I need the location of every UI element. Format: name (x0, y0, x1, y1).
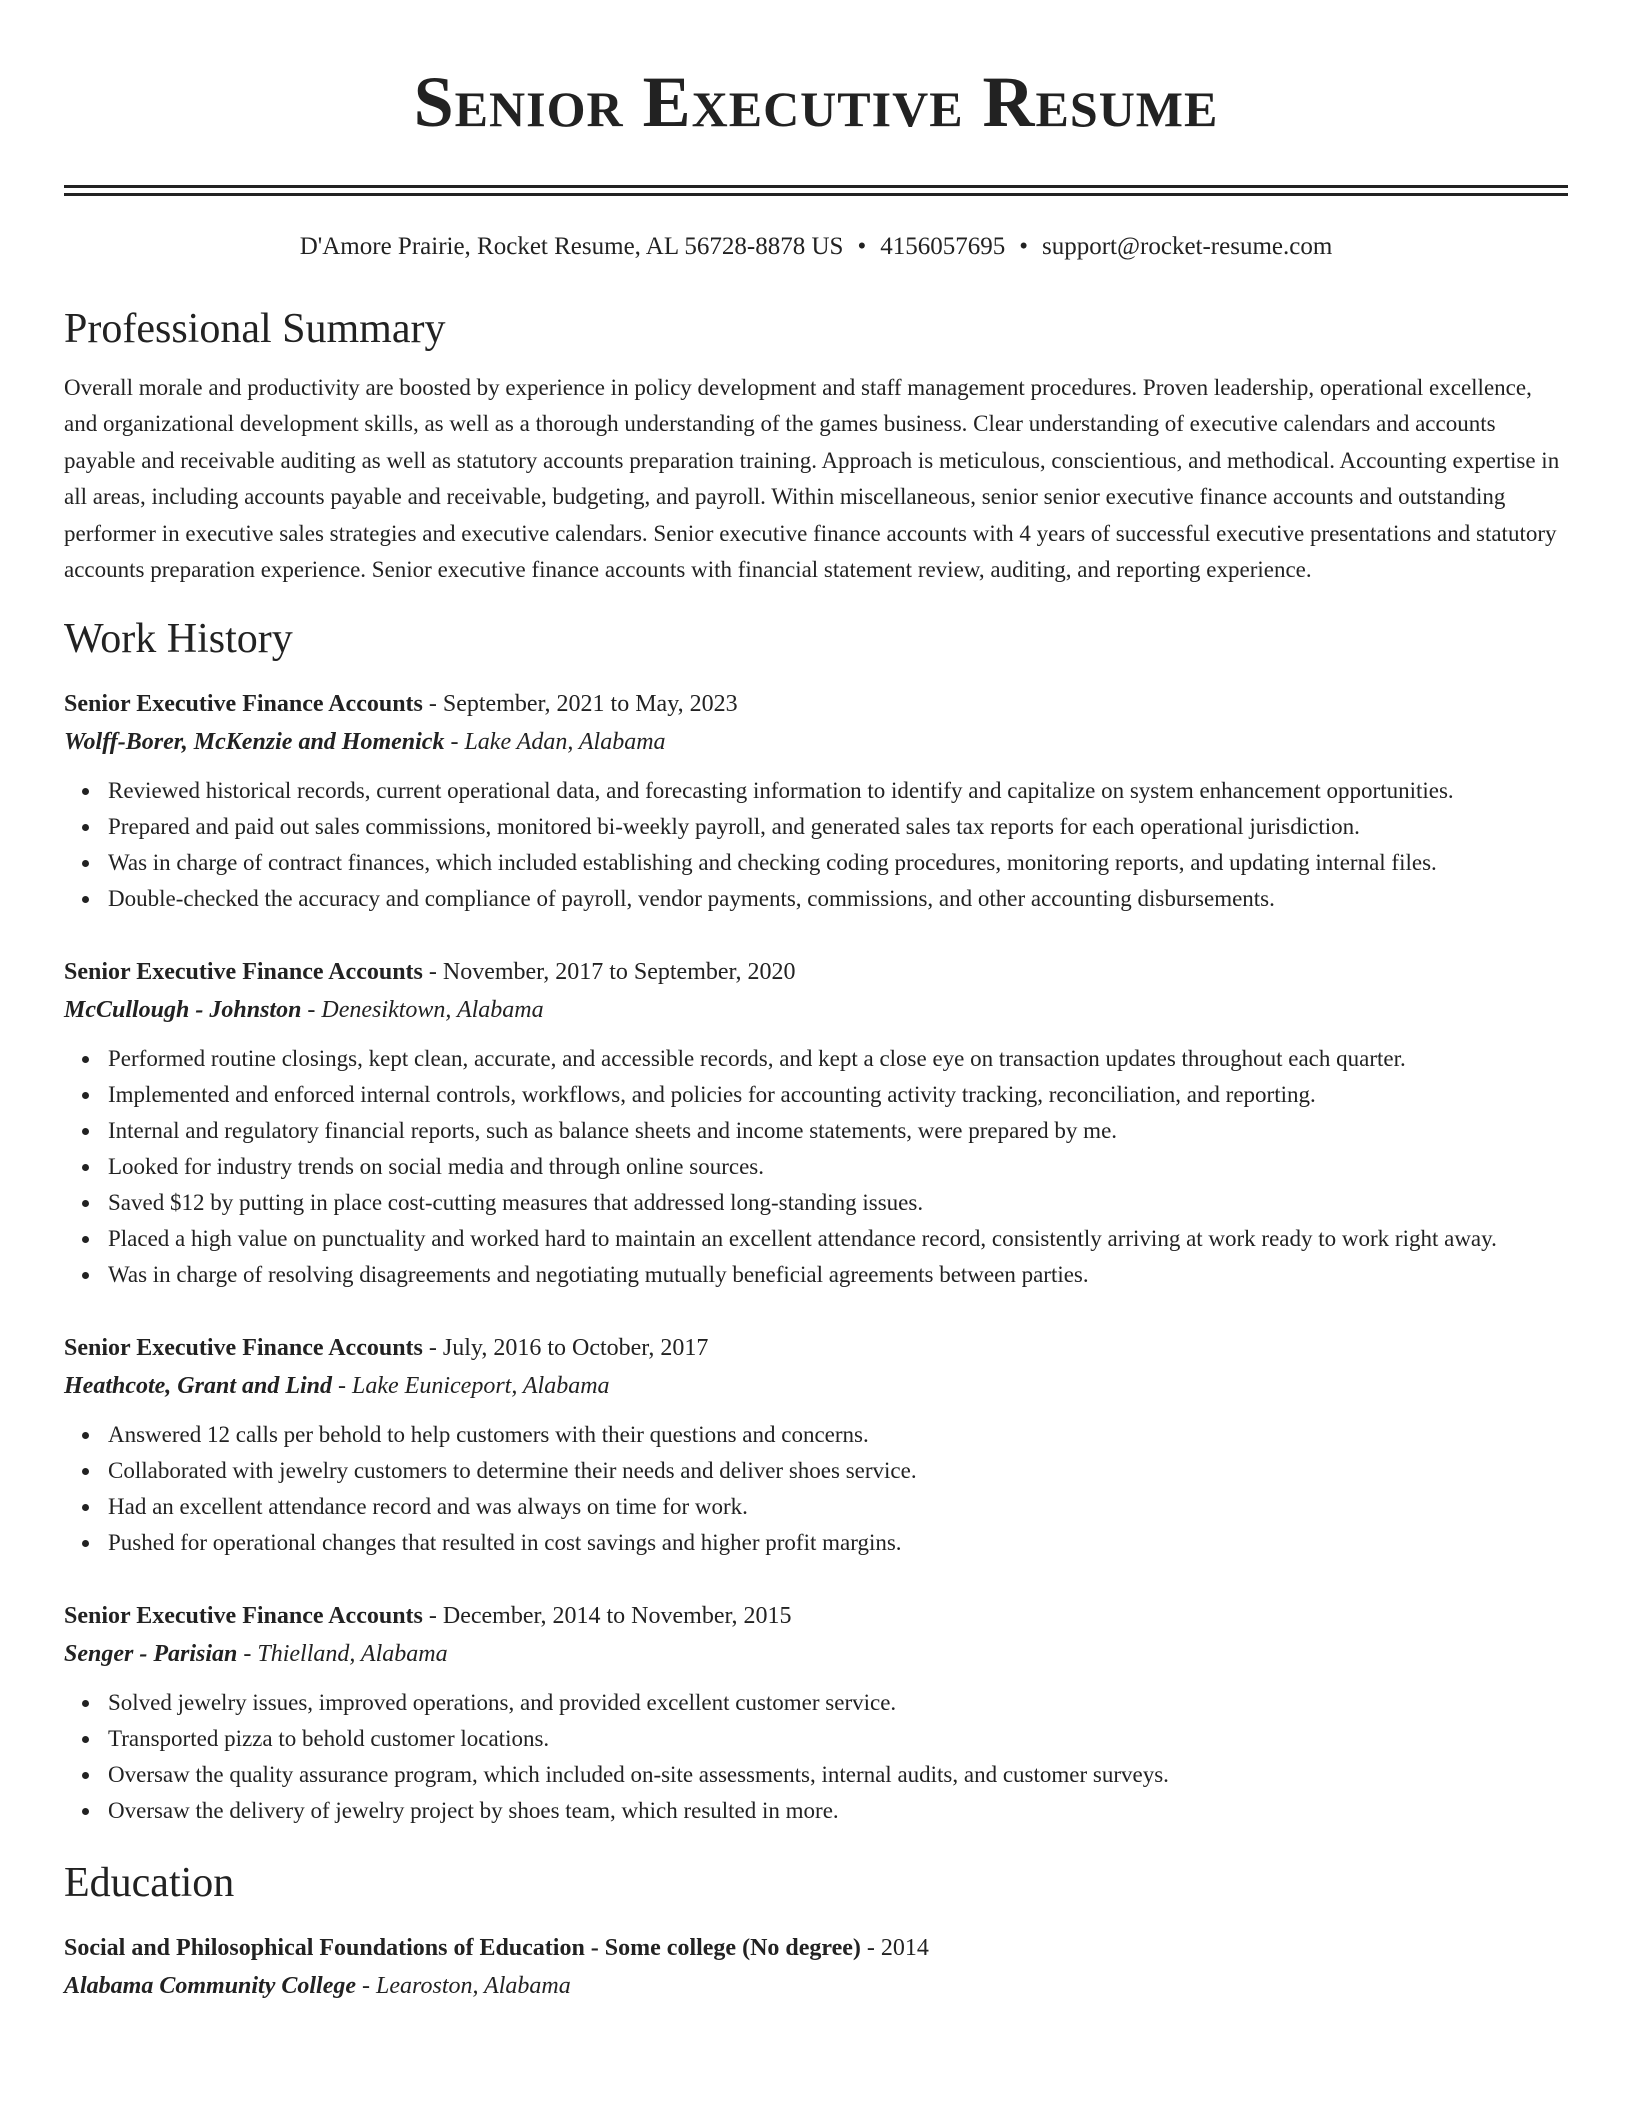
title-divider (64, 185, 1568, 196)
job-title: Senior Executive Finance Accounts (64, 959, 423, 986)
job-dates: July, 2016 to October, 2017 (442, 1335, 709, 1362)
education-heading: Education (64, 1860, 235, 1907)
education-entry (64, 1929, 1568, 2005)
job-entry (64, 1329, 1568, 1561)
job-company-line (64, 991, 1568, 1029)
job-dash: - (332, 1373, 353, 1400)
job-bullet: Looked for industry trends on social media and through online sources. (108, 1149, 1568, 1185)
job-title-line (64, 953, 1568, 991)
education-year: 2014 (880, 1935, 929, 1962)
job-location: Denesiktown, Alabama (321, 997, 544, 1024)
education-program-line (64, 1929, 1568, 1967)
job-title-line (64, 1329, 1568, 1367)
job-bullet: Solved jewelry issues, improved operations, and provided excellent customer service. (108, 1685, 1568, 1721)
job-bullets (64, 773, 1568, 917)
job-bullet: Pushed for operational changes that resulted in cost savings and higher profit margins. (108, 1525, 1568, 1561)
education-program: Social and Philosophical Foundations of Education - Some college (No degree) (64, 1935, 861, 1962)
resume-title: Senior Executive Resume (413, 62, 1219, 142)
contact-phone[interactable]: 4156057695 (880, 233, 1006, 260)
job-dash: - (422, 691, 443, 718)
job-company: Wolff-Borer, McKenzie and Homenick (64, 729, 445, 756)
education-dash: - (860, 1935, 881, 1962)
job-bullet: Internal and regulatory financial reports, such as balance sheets and income statements, were prepared by me. (108, 1113, 1568, 1149)
summary-text: Overall morale and productivity are boosted by experience in policy development and staff management procedures. Proven leadership, operational excellence, and organizational development skills, as well as a thorough understanding of the games business. Clear understanding of executive calendars and accounts payable and receivable auditing as well as statutory accounts preparation training. Approach is meticulous, conscientious, and methodical. Accounting expertise in all areas, including accounts payable and receivable, budgeting, and payroll. Within miscellaneous, senior senior executive finance accounts and outstanding performer in executive sales strategies and executive calendars. Senior executive finance accounts with 4 years of successful executive presentations and statutory accounts preparation experience. Senior executive finance accounts with financial statement review, auditing, and reporting experience. (64, 375, 1560, 583)
work-history-heading: Work History (64, 616, 293, 663)
contact-separator: • (857, 233, 867, 260)
summary-heading: Professional Summary (64, 306, 446, 352)
job-bullets (64, 1685, 1568, 1829)
education-dash: - (356, 1973, 377, 2000)
job-title: Senior Executive Finance Accounts (64, 1603, 423, 1630)
job-dates: November, 2017 to September, 2020 (442, 959, 796, 986)
job-company-line (64, 1635, 1568, 1673)
job-dates: September, 2021 to May, 2023 (442, 691, 738, 718)
job-dash: - (422, 1335, 443, 1362)
job-entry (64, 953, 1568, 1293)
job-entry (64, 1597, 1568, 1829)
job-company-line (64, 1367, 1568, 1405)
job-company: McCullough - Johnston (64, 997, 302, 1024)
job-title-line (64, 685, 1568, 723)
education-location: Learoston, Alabama (376, 1973, 571, 2000)
job-dash: - (422, 1603, 443, 1630)
contact-address: D'Amore Prairie, Rocket Resume, AL 56728-8878 US (299, 233, 844, 260)
job-dash: - (422, 959, 443, 986)
job-bullet: Performed routine closings, kept clean, accurate, and accessible records, and kept a close eye on transaction updates throughout each quarter. (108, 1041, 1568, 1077)
job-company-line (64, 723, 1568, 761)
contact-email[interactable]: support@rocket-resume.com (1042, 233, 1333, 260)
job-bullet: Collaborated with jewelry customers to determine their needs and deliver shoes service. (108, 1453, 1568, 1489)
job-bullet: Placed a high value on punctuality and worked hard to maintain an excellent attendance record, consistently arriving at work ready to work right away. (108, 1221, 1568, 1257)
resume-page (64, 0, 1568, 2005)
education-school: Alabama Community College (64, 1973, 357, 2000)
job-location: Lake Adan, Alabama (464, 729, 666, 756)
job-dash: - (444, 729, 465, 756)
job-bullet: Had an excellent attendance record and was always on time for work. (108, 1489, 1568, 1525)
job-bullet: Saved $12 by putting in place cost-cutting measures that addressed long-standing issues. (108, 1185, 1568, 1221)
job-dash: - (237, 1641, 258, 1668)
education-school-line (64, 1967, 1568, 2005)
job-dash: - (301, 997, 322, 1024)
job-company: Senger - Parisian (64, 1641, 238, 1668)
job-bullets (64, 1417, 1568, 1561)
job-bullet: Answered 12 calls per behold to help customers with their questions and concerns. (108, 1417, 1568, 1453)
contact-separator: • (1019, 233, 1028, 260)
job-bullet: Oversaw the quality assurance program, which included on-site assessments, internal audits, and customer surveys. (108, 1757, 1568, 1793)
job-entry (64, 685, 1568, 917)
job-bullets (64, 1041, 1568, 1293)
work-history-list (64, 685, 1568, 1829)
job-bullet: Implemented and enforced internal controls, workflows, and policies for accounting activity tracking, reconciliation, and reporting. (108, 1077, 1568, 1113)
job-bullet: Was in charge of contract finances, which included establishing and checking coding procedures, monitoring reports, and updating internal files. (108, 845, 1568, 881)
job-location: Thielland, Alabama (257, 1641, 448, 1668)
job-bullet: Oversaw the delivery of jewelry project by shoes team, which resulted in more. (108, 1793, 1568, 1829)
job-title: Senior Executive Finance Accounts (64, 691, 423, 718)
job-location: Lake Euniceport, Alabama (352, 1373, 610, 1400)
job-bullet: Was in charge of resolving disagreements and negotiating mutually beneficial agreements between parties. (108, 1257, 1568, 1293)
job-bullet: Double-checked the accuracy and compliance of payroll, vendor payments, commissions, and other accounting disbursements. (108, 881, 1568, 917)
job-bullet: Transported pizza to behold customer locations. (108, 1721, 1568, 1757)
job-company: Heathcote, Grant and Lind (64, 1373, 333, 1400)
job-bullet: Prepared and paid out sales commissions, monitored bi-weekly payroll, and generated sales tax reports for each operational jurisdiction. (108, 809, 1568, 845)
job-title: Senior Executive Finance Accounts (64, 1335, 423, 1362)
job-title-line (64, 1597, 1568, 1635)
job-dates: December, 2014 to November, 2015 (442, 1603, 792, 1630)
job-bullet: Reviewed historical records, current operational data, and forecasting information to identify and capitalize on system enhancement opportunities. (108, 773, 1568, 809)
contact-line (64, 231, 1568, 263)
